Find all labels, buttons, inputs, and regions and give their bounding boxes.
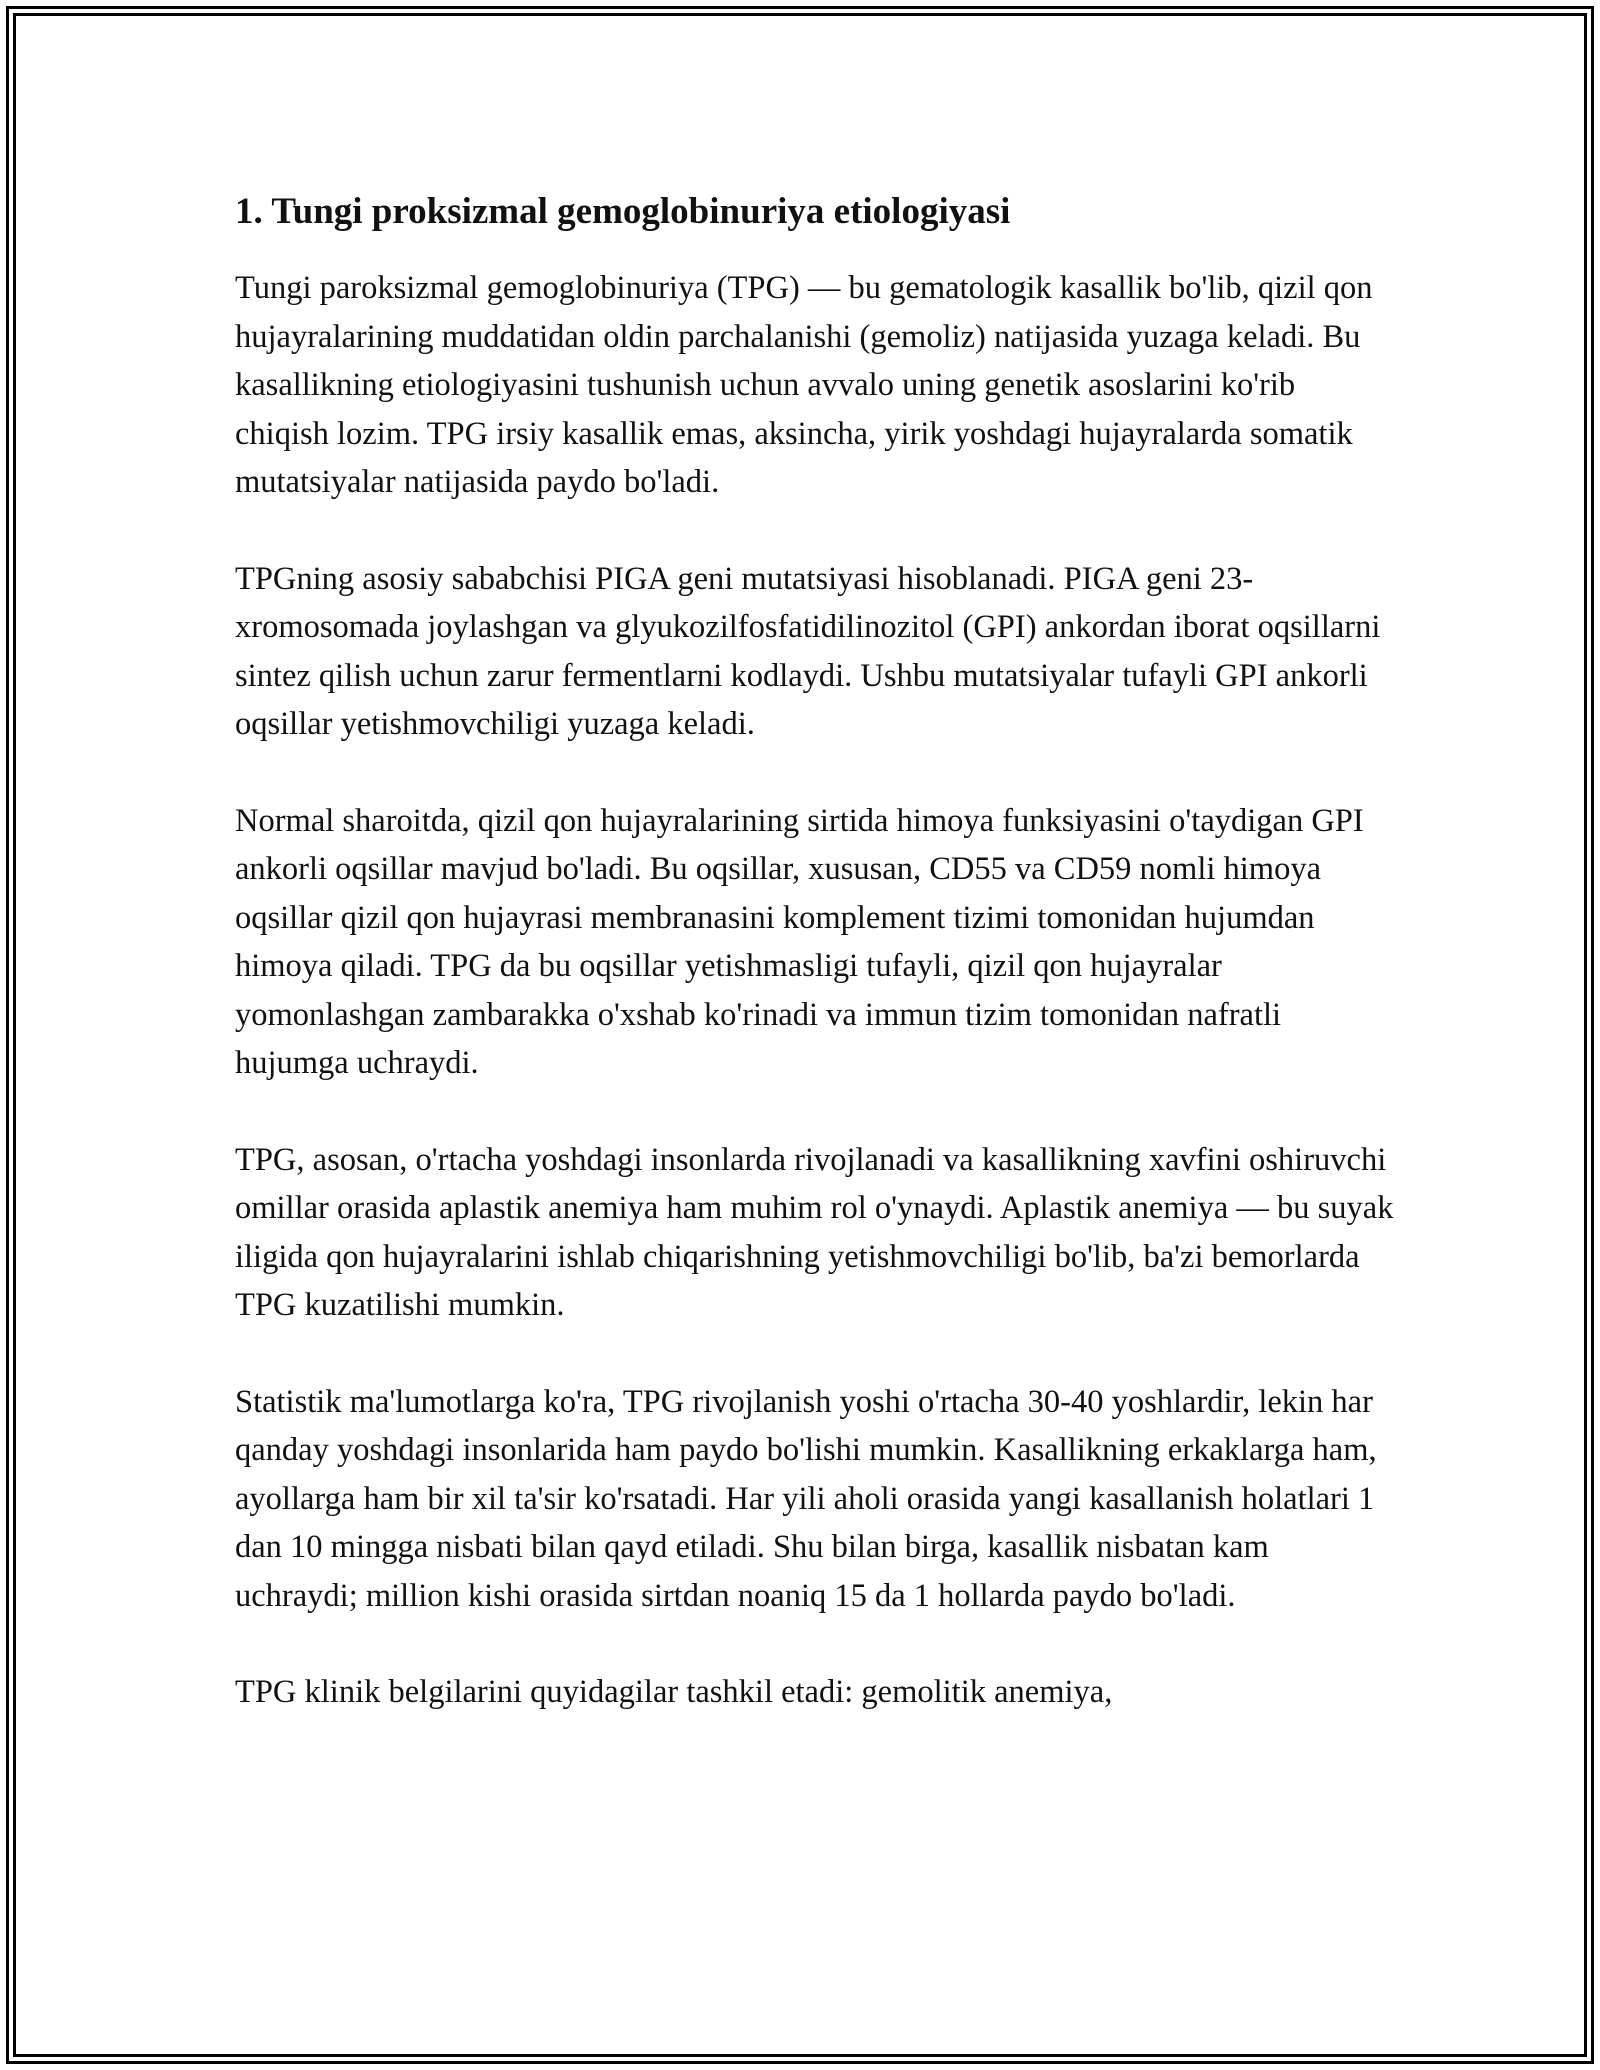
document-body xyxy=(235,188,1395,1765)
paragraph-2: TPGning asosiy sababchisi PIGA geni mutatsiyasi hisoblanadi. PIGA geni 23-xromosomada joylashgan va glyukozilfosfatidilinozitol (GPI) ankordan iborat oqsillarni sintez qilish uchun zarur fermentlarni kodlaydi. Ushbu mutatsiyalar tufayli GPI ankorli oqsillar yetishmovchiligi yuzaga keladi. xyxy=(235,560,1381,742)
paragraph-6: TPG klinik belgilarini quyidagilar tashkil etadi: gemolitik anemiya, xyxy=(235,1674,1113,1710)
paragraph-4: TPG, asosan, o'rtacha yoshdagi insonlarda rivojlanadi va kasallikning xavfini oshiruvchi omillar orasida aplastik anemiya ham muhim rol o'ynaydi. Aplastik anemiya — bu suyak iligida qon hujayralarini ishlab chiqarishning yetishmovchiligi bo'lib, ba'zi bemorlarda TPG kuzatilishi mumkin. xyxy=(235,1141,1394,1323)
section-heading: 1. Tungi proksizmal gemoglobinuriya etiologiyasi xyxy=(235,191,1011,232)
paragraph-3: Normal sharoitda, qizil qon hujayralarining sirtida himoya funksiyasini o'taydigan GPI ankorli oqsillar mavjud bo'ladi. Bu oqsillar, xususan, CD55 va CD59 nomli himoya oqsillar qizil qon hujayrasi membranasini komplement tizimi tomonidan hujumdan himoya qiladi. TPG da bu oqsillar yetishmasligi tufayli, qizil qon hujayralar yomonlashgan zambarakka o'xshab ko'rinadi va immun tizim tomonidan nafratli hujumga uchraydi. xyxy=(235,802,1364,1081)
paragraph-1: Tungi paroksizmal gemoglobinuriya (TPG) — bu gematologik kasallik bo'lib, qizil qon hujayralarining muddatidan oldin parchalanishi (gemoliz) natijasida yuzaga keladi. Bu kasallikning etiologiyasini tushunish uchun avvalo uning genetik asoslarini ko'rib chiqish lozim. TPG irsiy kasallik emas, aksincha, yirik yoshdagi hujayralarda somatik mutatsiyalar natijasida paydo bo'ladi. xyxy=(235,270,1373,500)
paragraph-5: Statistik ma'lumotlarga ko'ra, TPG rivojlanish yoshi o'rtacha 30-40 yoshlardir, lekin har qanday yoshdagi insonlarida ham paydo bo'lishi mumkin. Kasallikning erkaklarga ham, ayollarga ham bir xil ta'sir ko'rsatadi. Har yili aholi orasida yangi kasallanish holatlari 1 dan 10 mingga nisbati bilan qayd etiladi. Shu bilan birga, kasallik nisbatan kam uchraydi; million kishi orasida sirtdan noaniq 15 da 1 hollarda paydo bo'ladi. xyxy=(235,1383,1377,1614)
